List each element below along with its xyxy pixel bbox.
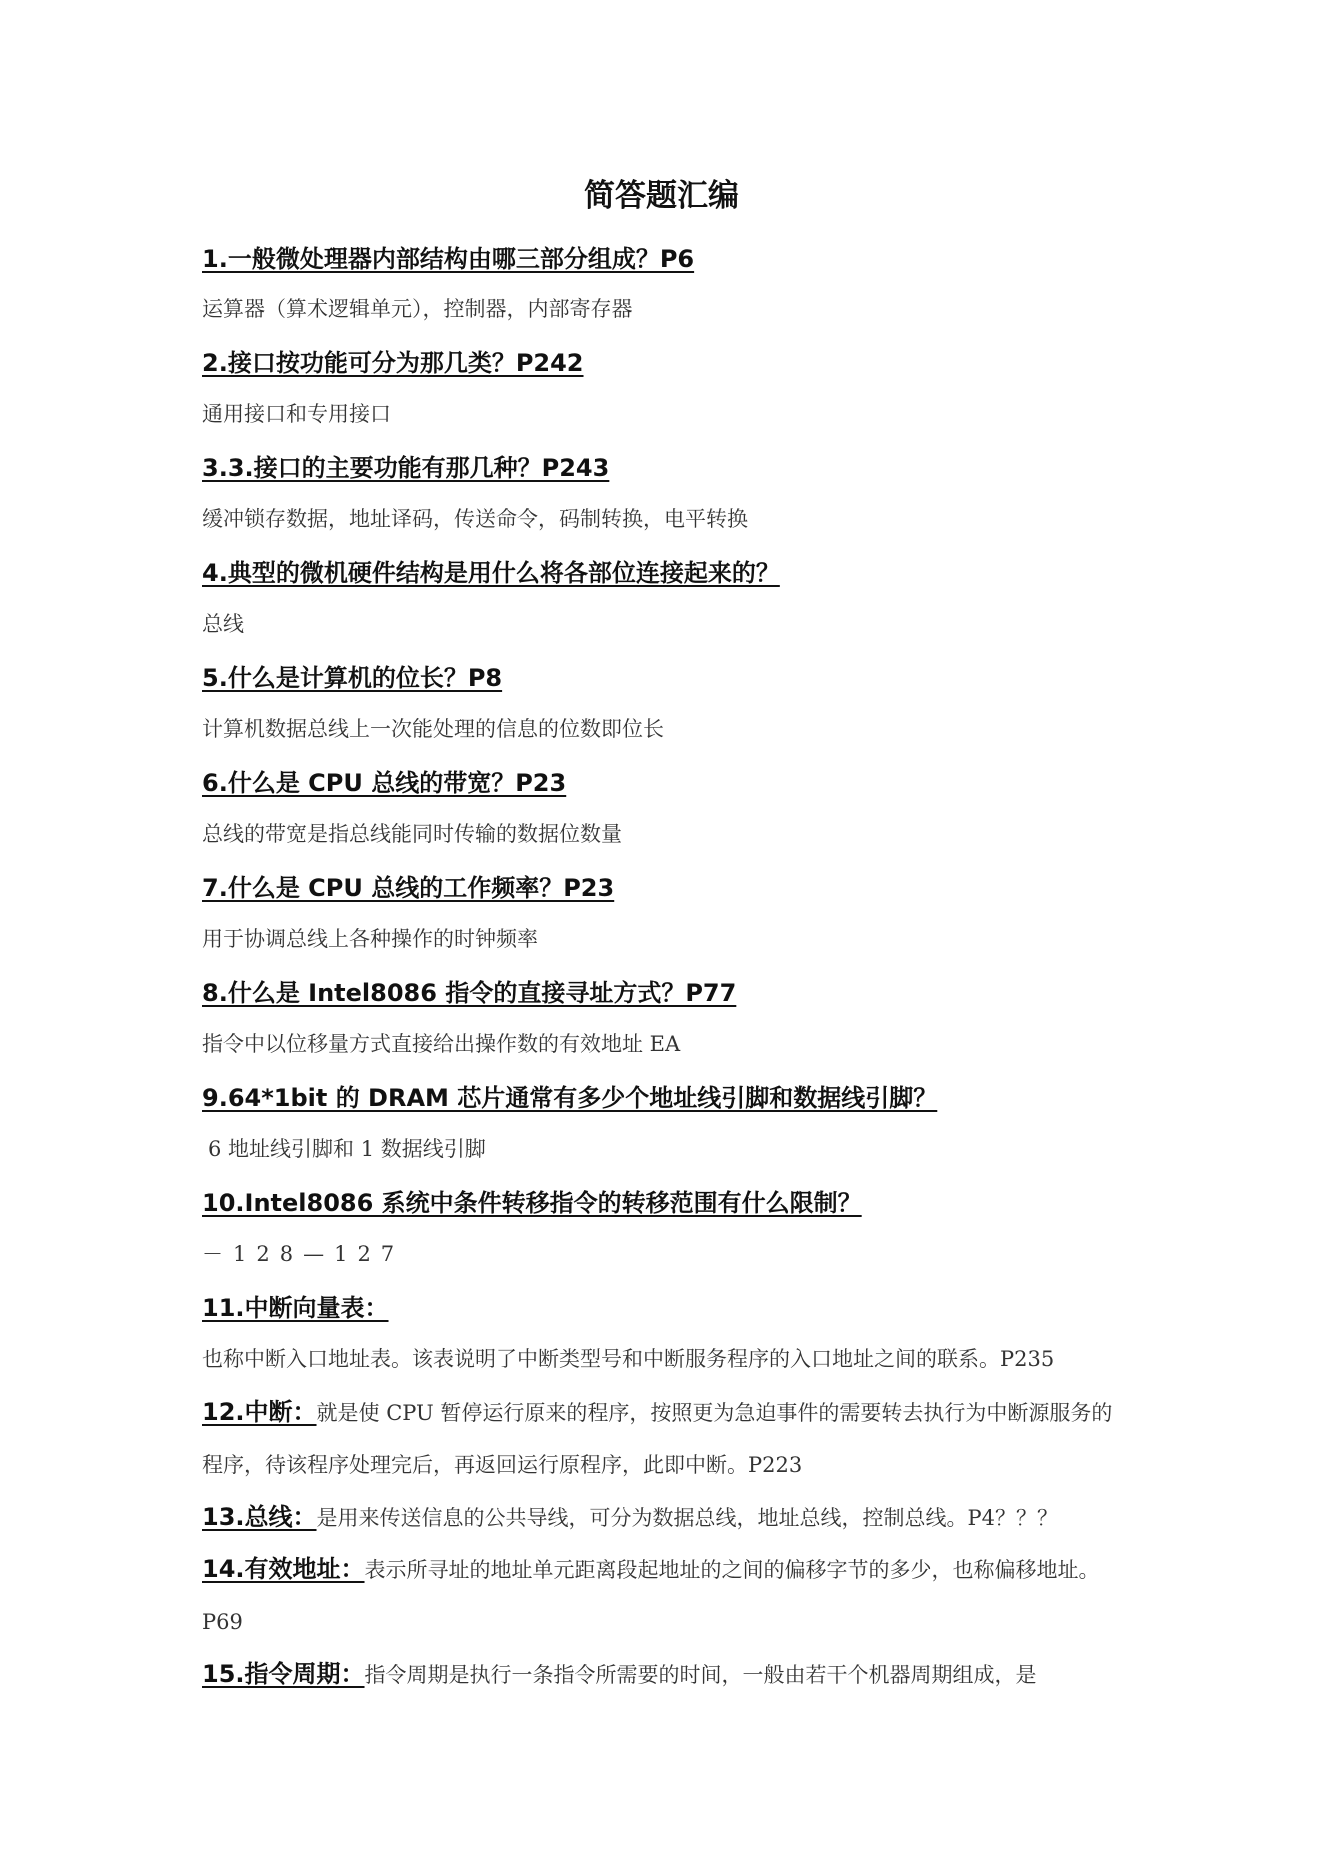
definition-body: 表示所寻址的地址单元距离段起地址的之间的偏移字节的多少，也称偏移地址。P69 bbox=[202, 1558, 1100, 1634]
question-5: 5.什么是计算机的位长？P8 bbox=[202, 664, 503, 692]
answer-9: 6 地址线引脚和 1 数据线引脚 bbox=[208, 1137, 486, 1161]
question-11: 11.中断向量表： bbox=[202, 1294, 389, 1322]
question-2: 2.接口按功能可分为那几类？P242 bbox=[202, 349, 584, 377]
definition-term: 15.指令周期： bbox=[202, 1660, 365, 1688]
question-3: 3.3.接口的主要功能有那几种？P243 bbox=[202, 454, 610, 482]
answer-3: 缓冲锁存数据，地址译码，传送命令，码制转换，电平转换 bbox=[202, 507, 748, 531]
answer-11: 也称中断入口地址表。该表说明了中断类型号和中断服务程序的入口地址之间的联系。P235 bbox=[202, 1347, 1055, 1371]
document-title: 简答题汇编 bbox=[584, 178, 739, 214]
definition-14 bbox=[202, 1543, 1132, 1648]
definition-12 bbox=[202, 1386, 1132, 1491]
question-1: 1.一般微处理器内部结构由哪三部分组成？P6 bbox=[202, 245, 695, 273]
answer-4: 总线 bbox=[202, 612, 244, 636]
definition-body: 指令周期是执行一条指令所需要的时间，一般由若干个机器周期组成，是 bbox=[364, 1663, 1037, 1687]
definition-body: 是用来传送信息的公共导线，可分为数据总线，地址总线，控制总线。P4？？？ bbox=[316, 1506, 1059, 1530]
question-6: 6.什么是 CPU 总线的带宽？P23 bbox=[202, 769, 567, 797]
definition-term: 13.总线： bbox=[202, 1503, 317, 1531]
definition-term: 12.中断： bbox=[202, 1398, 317, 1426]
question-10: 10.Intel8086 系统中条件转移指令的转移范围有什么限制？ bbox=[202, 1189, 862, 1217]
answer-6: 总线的带宽是指总线能同时传输的数据位数量 bbox=[202, 822, 622, 846]
definition-term: 14.有效地址： bbox=[202, 1555, 365, 1583]
definition-body: 就是使 CPU 暂停运行原来的程序，按照更为急迫事件的需要转去执行为中断源服务的程序，待该程序处理完后，再返回运行原程序，此即中断。P223 bbox=[202, 1401, 1113, 1477]
answer-2: 通用接口和专用接口 bbox=[202, 402, 391, 426]
answer-1: 运算器（算术逻辑单元），控制器，内部寄存器 bbox=[202, 297, 633, 321]
answer-8: 指令中以位移量方式直接给出操作数的有效地址 EA bbox=[202, 1032, 681, 1056]
question-8: 8.什么是 Intel8086 指令的直接寻址方式？P77 bbox=[202, 979, 737, 1007]
answer-10: －128—127 bbox=[202, 1242, 405, 1266]
definition-13 bbox=[202, 1491, 1132, 1544]
question-7: 7.什么是 CPU 总线的工作频率？P23 bbox=[202, 874, 615, 902]
answer-5: 计算机数据总线上一次能处理的信息的位数即位长 bbox=[202, 717, 664, 741]
definition-15 bbox=[202, 1648, 1132, 1701]
question-9: 9.64*1bit 的 DRAM 芯片通常有多少个地址线引脚和数据线引脚？ bbox=[202, 1084, 938, 1112]
answer-7: 用于协调总线上各种操作的时钟频率 bbox=[202, 927, 538, 951]
question-4: 4.典型的微机硬件结构是用什么将各部位连接起来的？ bbox=[202, 559, 780, 587]
